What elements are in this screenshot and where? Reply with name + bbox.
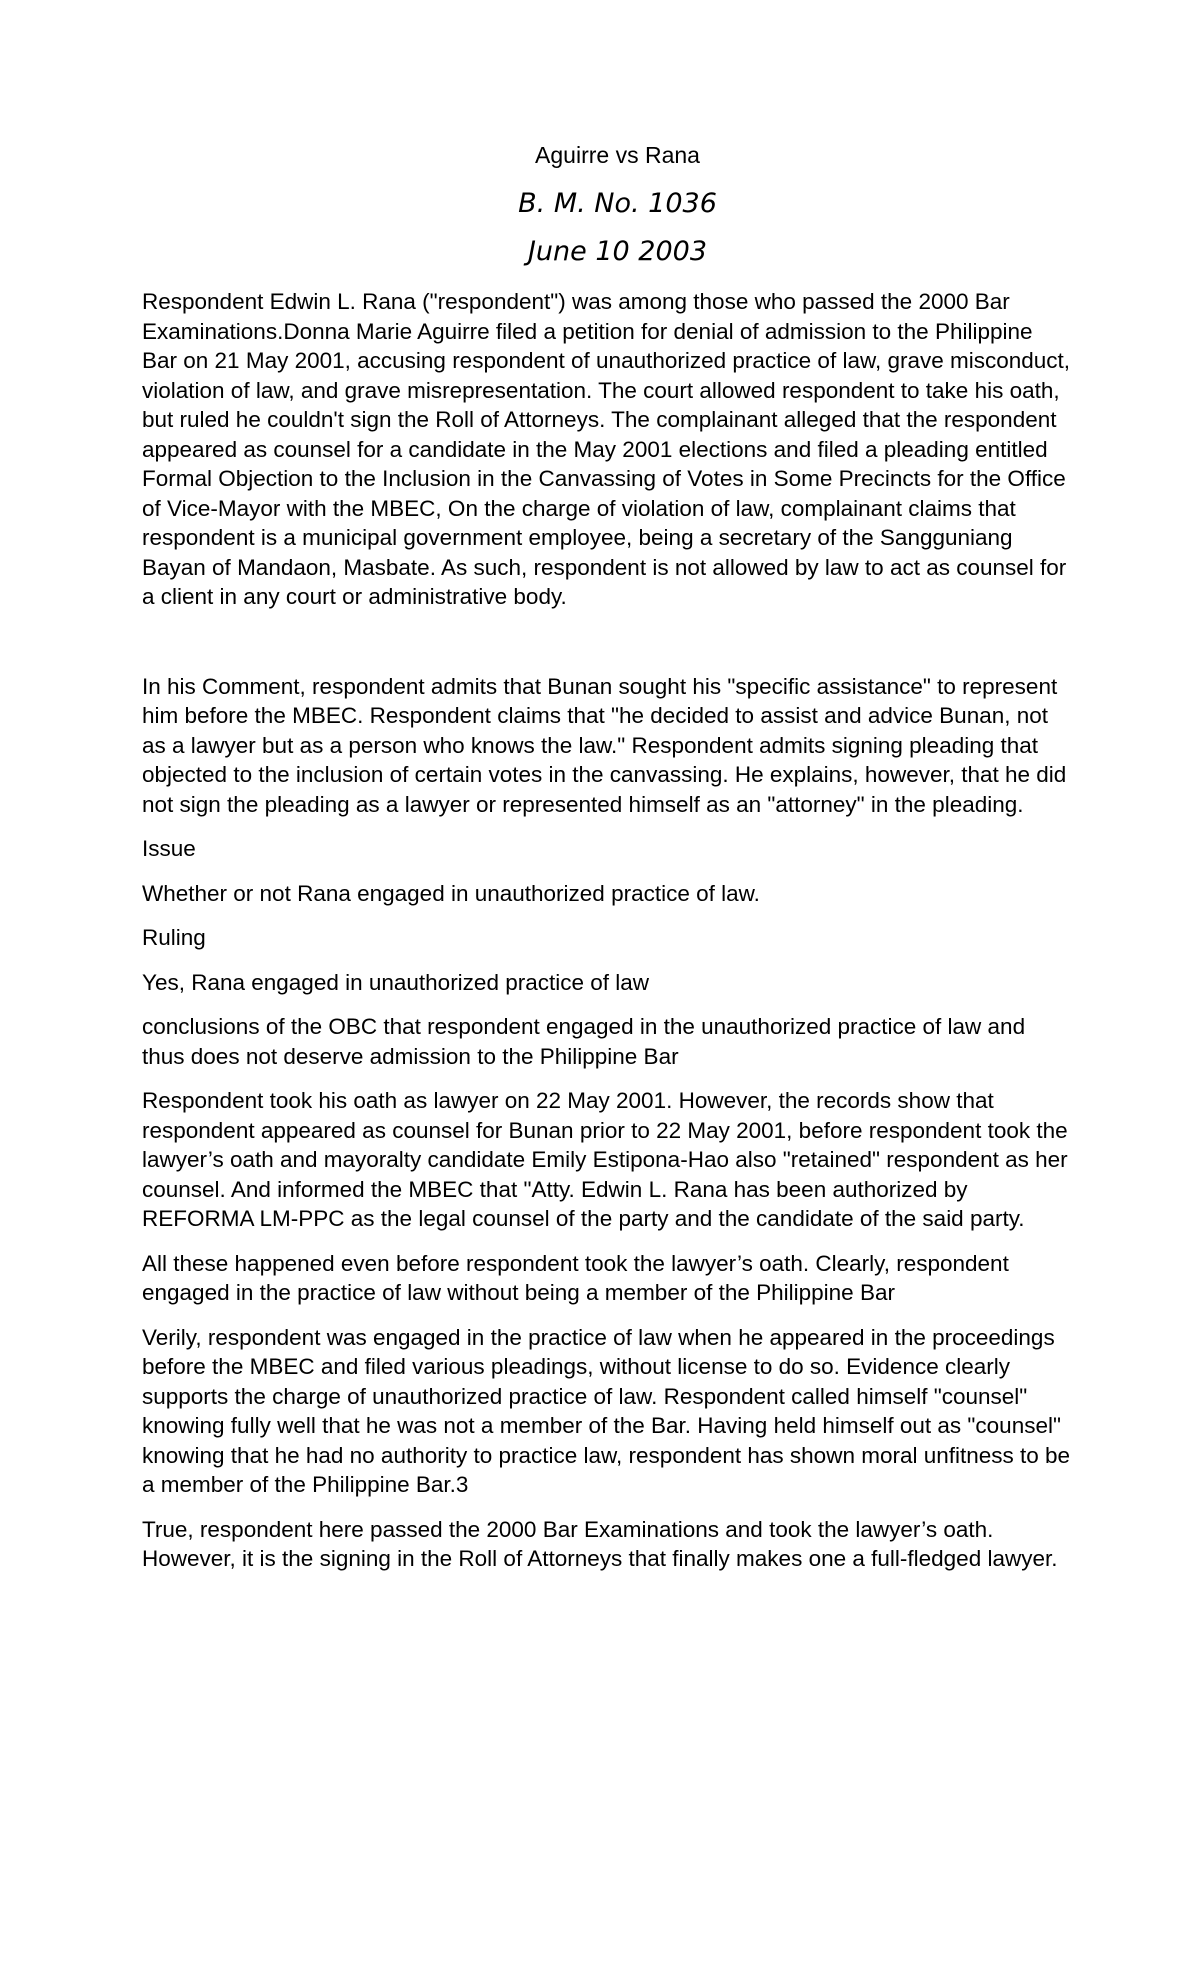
heading-ruling: Ruling: [142, 925, 206, 950]
paragraph-obc-conclusion: conclusions of the OBC that respondent engaged in the unauthorized practice of law and thus does not deserve admission to the Philippine Bar: [142, 1014, 1026, 1069]
paragraph-ruling-summary: Yes, Rana engaged in unauthorized practice of law: [142, 969, 650, 995]
paragraph-oath-records: Respondent took his oath as lawyer on 22 May 2001. However, the records show that respondent appeared as counsel for Bunan prior to 22 May 2001, before respondent took the lawyer’s oath and mayoralty candidate Emily Estipona-Hao also "retained" respondent as her counsel. And informed the MBEC that "Atty. Edwin L. Rana has been authorized by REFORMA LM-PPC as the legal counsel of the party and the candidate of the said party.: [142, 1088, 1068, 1231]
paragraph-comment: In his Comment, respondent admits that Bunan sought his "specific assistance" to represent him before the MBEC. Respondent claims that "he decided to assist and advice Bunan, not as a lawyer but as a person who knows the law." Respondent admits signing pleading that objected to the inclusion of certain votes in the canvassing. He explains, however, that he did not sign the pleading as a lawyer or represented himself as an "attorney" in the pleading.: [142, 673, 1067, 817]
document-title: Aguirre vs Rana: [535, 142, 700, 168]
paragraph-moral-unfitness: Verily, respondent was engaged in the practice of law when he appeared in the proceedings before the MBEC and filed various pleadings, without license to do so. Evidence clearly supports the charge of unauthorized practice of law. Respondent called himself "counsel" knowing fully well that he was not a member of the Bar. Having held himself out as "counsel" knowing that he had no authority to practice law, respondent has shown moral unfitness to be a member of the Philippine Bar.3: [142, 1324, 1071, 1497]
document-body: [142, 287, 1072, 1589]
paragraph-roll-of-attorneys: True, respondent here passed the 2000 Bar Examinations and took the lawyer’s oath. However, it is the signing in the Roll of Attorneys that finally makes one a full-fledged lawyer.: [142, 1516, 1058, 1571]
paragraph-before-oath: All these happened even before respondent took the lawyer’s oath. Clearly, respondent engaged in the practice of law without being a member of the Philippine Bar: [142, 1250, 1009, 1305]
paragraph-facts: Respondent Edwin L. Rana ("respondent") was among those who passed the 2000 Bar Examinations.Donna Marie Aguirre filed a petition for denial of admission to the Philippine Bar on 21 May 2001, accusing respondent of unauthorized practice of law, grave misconduct, violation of law, and grave misrepresentation. The court allowed respondent to take his oath, but ruled he couldn't sign the Roll of Attorneys. The complainant alleged that the respondent appeared as counsel for a candidate in the May 2001 elections and filed a pleading entitled Formal Objection to the Inclusion in the Canvassing of Votes in Some Precincts for the Office of Vice-Mayor with the MBEC, On the charge of violation of law, complainant claims that respondent is a municipal government employee, being a secretary of the Sangguniang Bayan of Mandaon, Masbate. As such, respondent is not allowed by law to act as counsel for a client in any court or administrative body.: [142, 289, 1071, 609]
paragraph-issue: Whether or not Rana engaged in unauthorized practice of law.: [142, 880, 760, 906]
decision-date: June 10 2003: [527, 236, 708, 267]
heading-issue: Issue: [142, 836, 196, 861]
case-number: B. M. No. 1036: [518, 188, 717, 219]
